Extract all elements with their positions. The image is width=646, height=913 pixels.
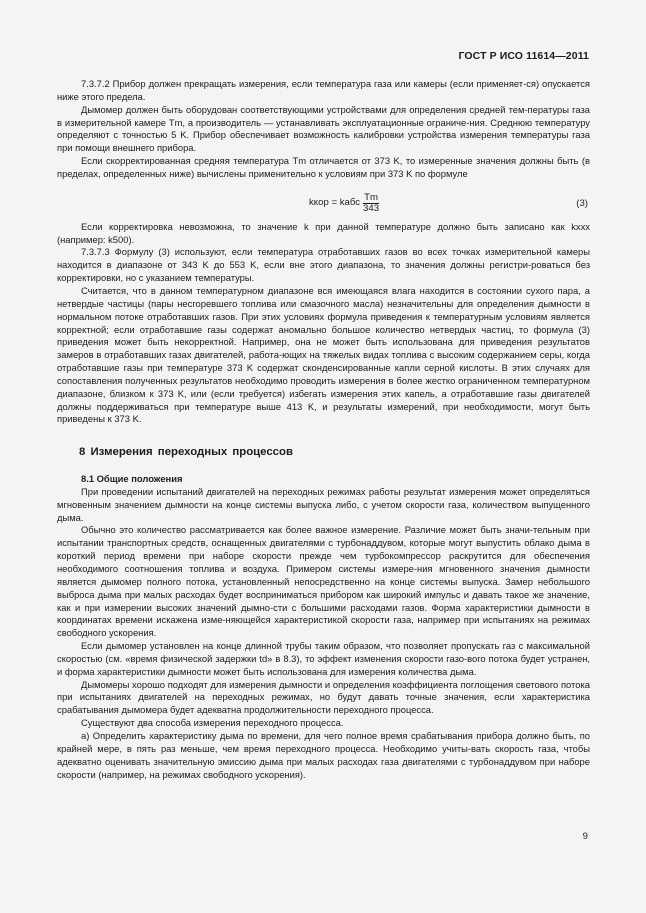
formula-fraction [363,193,379,214]
formula-lhs: kкор = kабс [309,196,361,208]
paragraph-long-pipe: Если дымомер установлен на конце длинной трубы таким образом, что позволяет пропускать газ с максимальной скоростью (см. «время физической задержки td» в 8.3), то эффект изменения скорости газо-вого потока будет устранен, и форма характеристики дымности может быть использована для измерения количества дыма. [57,640,590,677]
paragraph-corrected-temperature: Если скорректированная средняя температура Tm отличается от 373 K, то измеренные значения должны быть (в пределах, определенных ниже) вычислены применительно к условиям при 373 K по формуле [57,155,590,179]
formula-number: (3) [576,197,588,209]
paragraph-two-methods: Существуют два способа измерения переходного процесса. [81,717,344,729]
paragraph-method-a: а) Определить характеристику дыма по времени, для чего полное время срабатывания прибора должно быть, по крайней мере, в пять раз меньше, чем время переходного процесса. Необходимо учиты-вать скорость газа, чтобы адекватно оценивать значительную эмиссию дыма при малых расходах газа двигателями с турбонаддувом при наборе скорости (например, на режимах свободного ускорения). [57,729,590,780]
paragraph-no-correction: Если корректировка невозможна, то значение k при данной температуре должно быть записано как kxxx (например: k500). [57,220,590,245]
paragraph-transient-tests: При проведении испытаний двигателей на переходных режимах работы результат измерения может определяться мгновенным значением дымности на конце системы выпуска либо, с учетом скорости газа, количеством выпущенного дыма. [57,485,590,523]
paragraph-smoke-meter-temperature: Дымомер должен быть оборудован соответствующими устройствами для определения средней тем-пературы газа в измерительной камере Tm, а производитель — устанавливать эксплуатационные ограниче-ния. Среднюю температуру определяют с точностью 5 K. Прибор обеспечивает возможность калибровки устройства измерения температуры газа при помощи внешнего прибора. [57,103,590,154]
section-title: 8 Измерения переходных процессов [79,446,293,459]
paragraph-smoke-quantity: Обычно это количество рассматривается как более важное измерение. Различие может быть значи-тельным при испытании транспортных средств, оснащенных двигателями с турбонаддувом, которые могут выпустить облако дыма в короткий период времени при наборе скорости прежде чем турбокомпрессор раскрутится для обеспечения необходимого соотношения топлива и воздуха. Примером системы измере-ния мгновенного значения дымности является дымомер полного потока, установленный непосредственно на конце системы выпуска. Замер небольшого выброса дыма при малых расходах будет восприниматься прибором как широкий импульс и давать такое же значение, как и при измерении высоких значений дымно-сти с большими расходами газов. Форма характеристики дымности в координатах времени искажена изме-няющейся характеристикой скорости газа, например при испытаниях на режимах свободного ускорения. [57,524,590,639]
paragraph-7-3-7-2: 7.3.7.2 Прибор должен прекращать измерения, если температура газа или камеры (если применяет-ся) опускается ниже этого предела. [57,78,590,102]
subsection-title: 8.1 Общие положения [81,473,183,485]
document-body [57,78,590,781]
formula-expression [309,193,379,214]
formula-3 [57,183,590,221]
paragraph-7-3-7-3: 7.3.7.3 Формулу (3) используют, если температура отработавших газов во всех точках измерительной камеры находится в диапазоне от 343 K до 553 K, если вне этого диапазона, то значения должны регистри-роваться без корректировки, но с указанием температуры. [57,246,590,284]
page-number: 9 [582,831,588,842]
paragraph-temperature-range: Считается, что в данном температурном диапазоне вся имеющаяся влага находится в состоянии сухого пара, а нетвердые частицы (пары несгоревшего топлива или смазочного масла) незначительны для определения дымности в нормальном потоке отработавших газов. При этих условиях формула приведения к температурным условиям является корректной; если отработавшие газы содержат аномально большое количество нетвердых частиц, то формула (3) приведения может быть некорректной. Например, она не может быть использована для приведения результатов замеров в отработавших газах двигателей, работа-ющих на тяжелых видах топлива с высоким содержанием серы, когда отработавшие газы при температуре 373 K содержат сконденсированные капли серной кислоты. В этих случаях для сопоставления полученных результатов необходимо проводить измерения в более жестко ограниченном температурном диапазоне, близком к 373 K, или (если требуется) избегать измерения этих капель, а отработавшие газы двигателей должны поддерживаться при температуре выше 413 K, и результаты измерений, при необходимости, могут быть приведены к 373 K. [57,284,590,425]
paragraph-smoke-meters-suitability: Дымомеры хорошо подходят для измерения дымности и определения коэффициента поглощения светового потока при испытаниях двигателей на переходных режимах, но будут давать точные значения, если характеристика срабатывания дымомера будет адекватна продолжительности переходного процесса. [57,678,590,716]
formula-numerator: Tm [364,191,378,203]
document-header: ГОСТ Р ИСО 11614—2011 [458,50,589,62]
formula-denominator: 343 [363,202,380,214]
